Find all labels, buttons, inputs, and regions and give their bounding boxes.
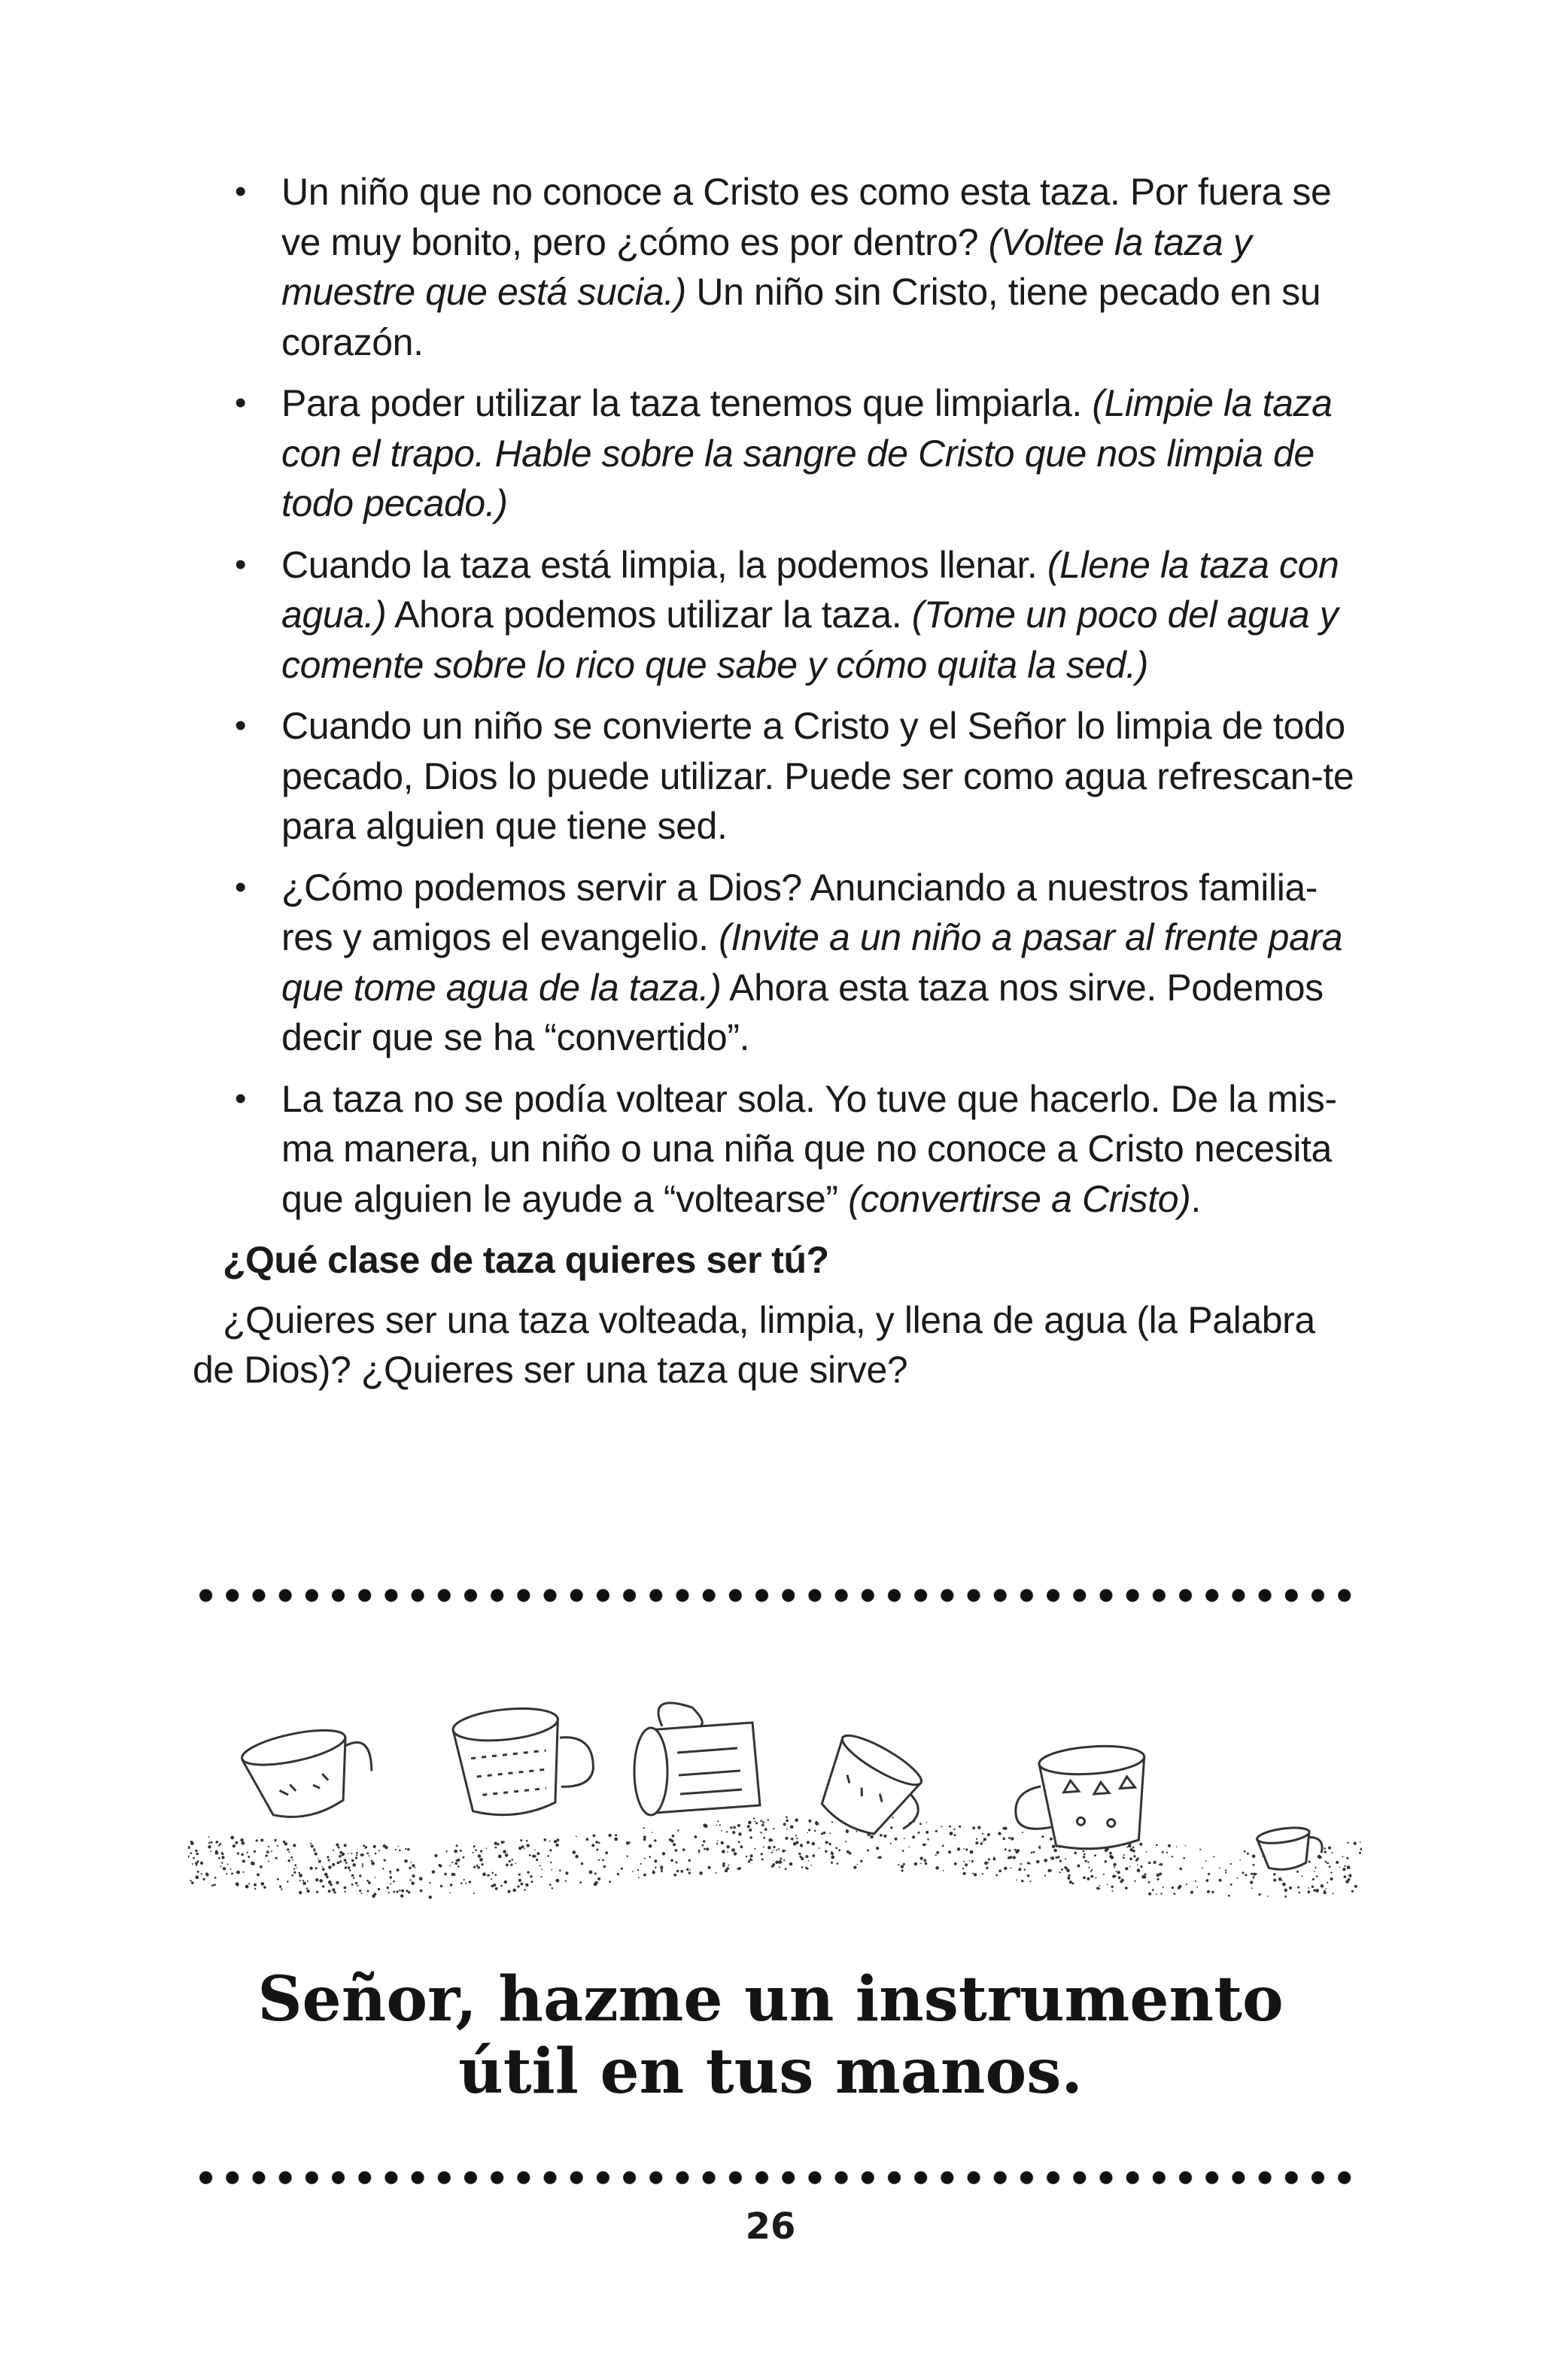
bullet-instruction-text: (Voltee la taza y muestre que está sucia.) — [281, 220, 1252, 313]
dotted-divider-top — [193, 1584, 1351, 1607]
bullet-text: Ahora podemos utilizar la taza. — [386, 593, 912, 636]
page-number: 26 — [745, 2205, 796, 2248]
bullet-text: Ahora esta taza nos sirve. Podemos decir que se ha “convertido”. — [281, 966, 1324, 1058]
bullet-text: Cuando un niño se convierte a Cristo y el Señor lo limpia de todo pecado, Dios lo puede utilizar. Puede ser como agua refrescan-te para alguien que tiene sed. — [281, 705, 1354, 847]
question-heading: ¿Qué clase de taza quieres ser tú? — [223, 1239, 829, 1281]
bullet-text: Para poder utilizar la taza tenemos que limpiarla. — [281, 382, 1093, 424]
bullet-instruction-text: (Tome un poco del agua y comente sobre lo rico que sabe y cómo quita la sed.) — [281, 593, 1339, 686]
cup-illustration — [1011, 1743, 1150, 1853]
prayer-line-2: útil en tus manos. — [458, 2035, 1083, 2108]
body-text — [193, 167, 1356, 1395]
bullet-text: Cuando la taza está limpia, la podemos llenar. — [281, 543, 1047, 586]
bullet-text: Un niño que no conoce a Cristo es como esta taza. Por fuera se ve muy bonito, pero ¿cómo es por dentro? — [281, 171, 1332, 263]
cups-illustration — [188, 1685, 1362, 1911]
bullet-instruction-text: (Llene la taza con agua.) — [281, 543, 1339, 636]
cup-illustration — [806, 1728, 938, 1853]
bullet-instruction-text: (convertirse a Cristo) — [848, 1177, 1191, 1220]
bullet-item — [193, 1074, 1356, 1225]
cup-illustration — [239, 1719, 379, 1826]
bullet-text: La taza no se podía voltear sola. Yo tuve que hacerlo. De la mis-ma manera, un niño o una niña que no conoce a Cristo necesita que alguien le ayude a “voltearse” — [281, 1077, 1337, 1220]
bullet-item — [193, 701, 1356, 852]
bullet-item — [193, 863, 1356, 1063]
cup-illustration — [451, 1701, 597, 1820]
closing-paragraph: ¿Quieres ser una taza volteada, limpia, y llena de agua (la Palabra de Dios)? ¿Quieres ser una taza que sirve? — [193, 1299, 1315, 1391]
dotted-divider-bottom — [193, 2166, 1351, 2189]
bullet-instruction-text: (Invite a un niño a pasar al frente para que tome agua de la taza.) — [281, 916, 1343, 1009]
cup-illustration — [1256, 1823, 1324, 1872]
bullet-item — [193, 540, 1356, 691]
prayer-title — [0, 1963, 1541, 2108]
bullet-item — [193, 378, 1356, 529]
bullet-text: . — [1190, 1177, 1201, 1220]
bullet-text: Un niño sin Cristo, tiene pecado en su corazón. — [281, 271, 1321, 363]
bullet-item — [193, 167, 1356, 367]
prayer-line-1: Señor, hazme un instrumento — [257, 1963, 1284, 2035]
bullet-instruction-text: (Limpie la taza con el trapo. Hable sobre la sangre de Cristo que nos limpia de todo pecado.) — [281, 382, 1333, 524]
cup-illustration — [634, 1703, 760, 1815]
bullet-text: ¿Cómo podemos servir a Dios? Anunciando a nuestros familia-res y amigos el evangelio. — [281, 866, 1318, 958]
bullet-list — [193, 167, 1356, 1224]
